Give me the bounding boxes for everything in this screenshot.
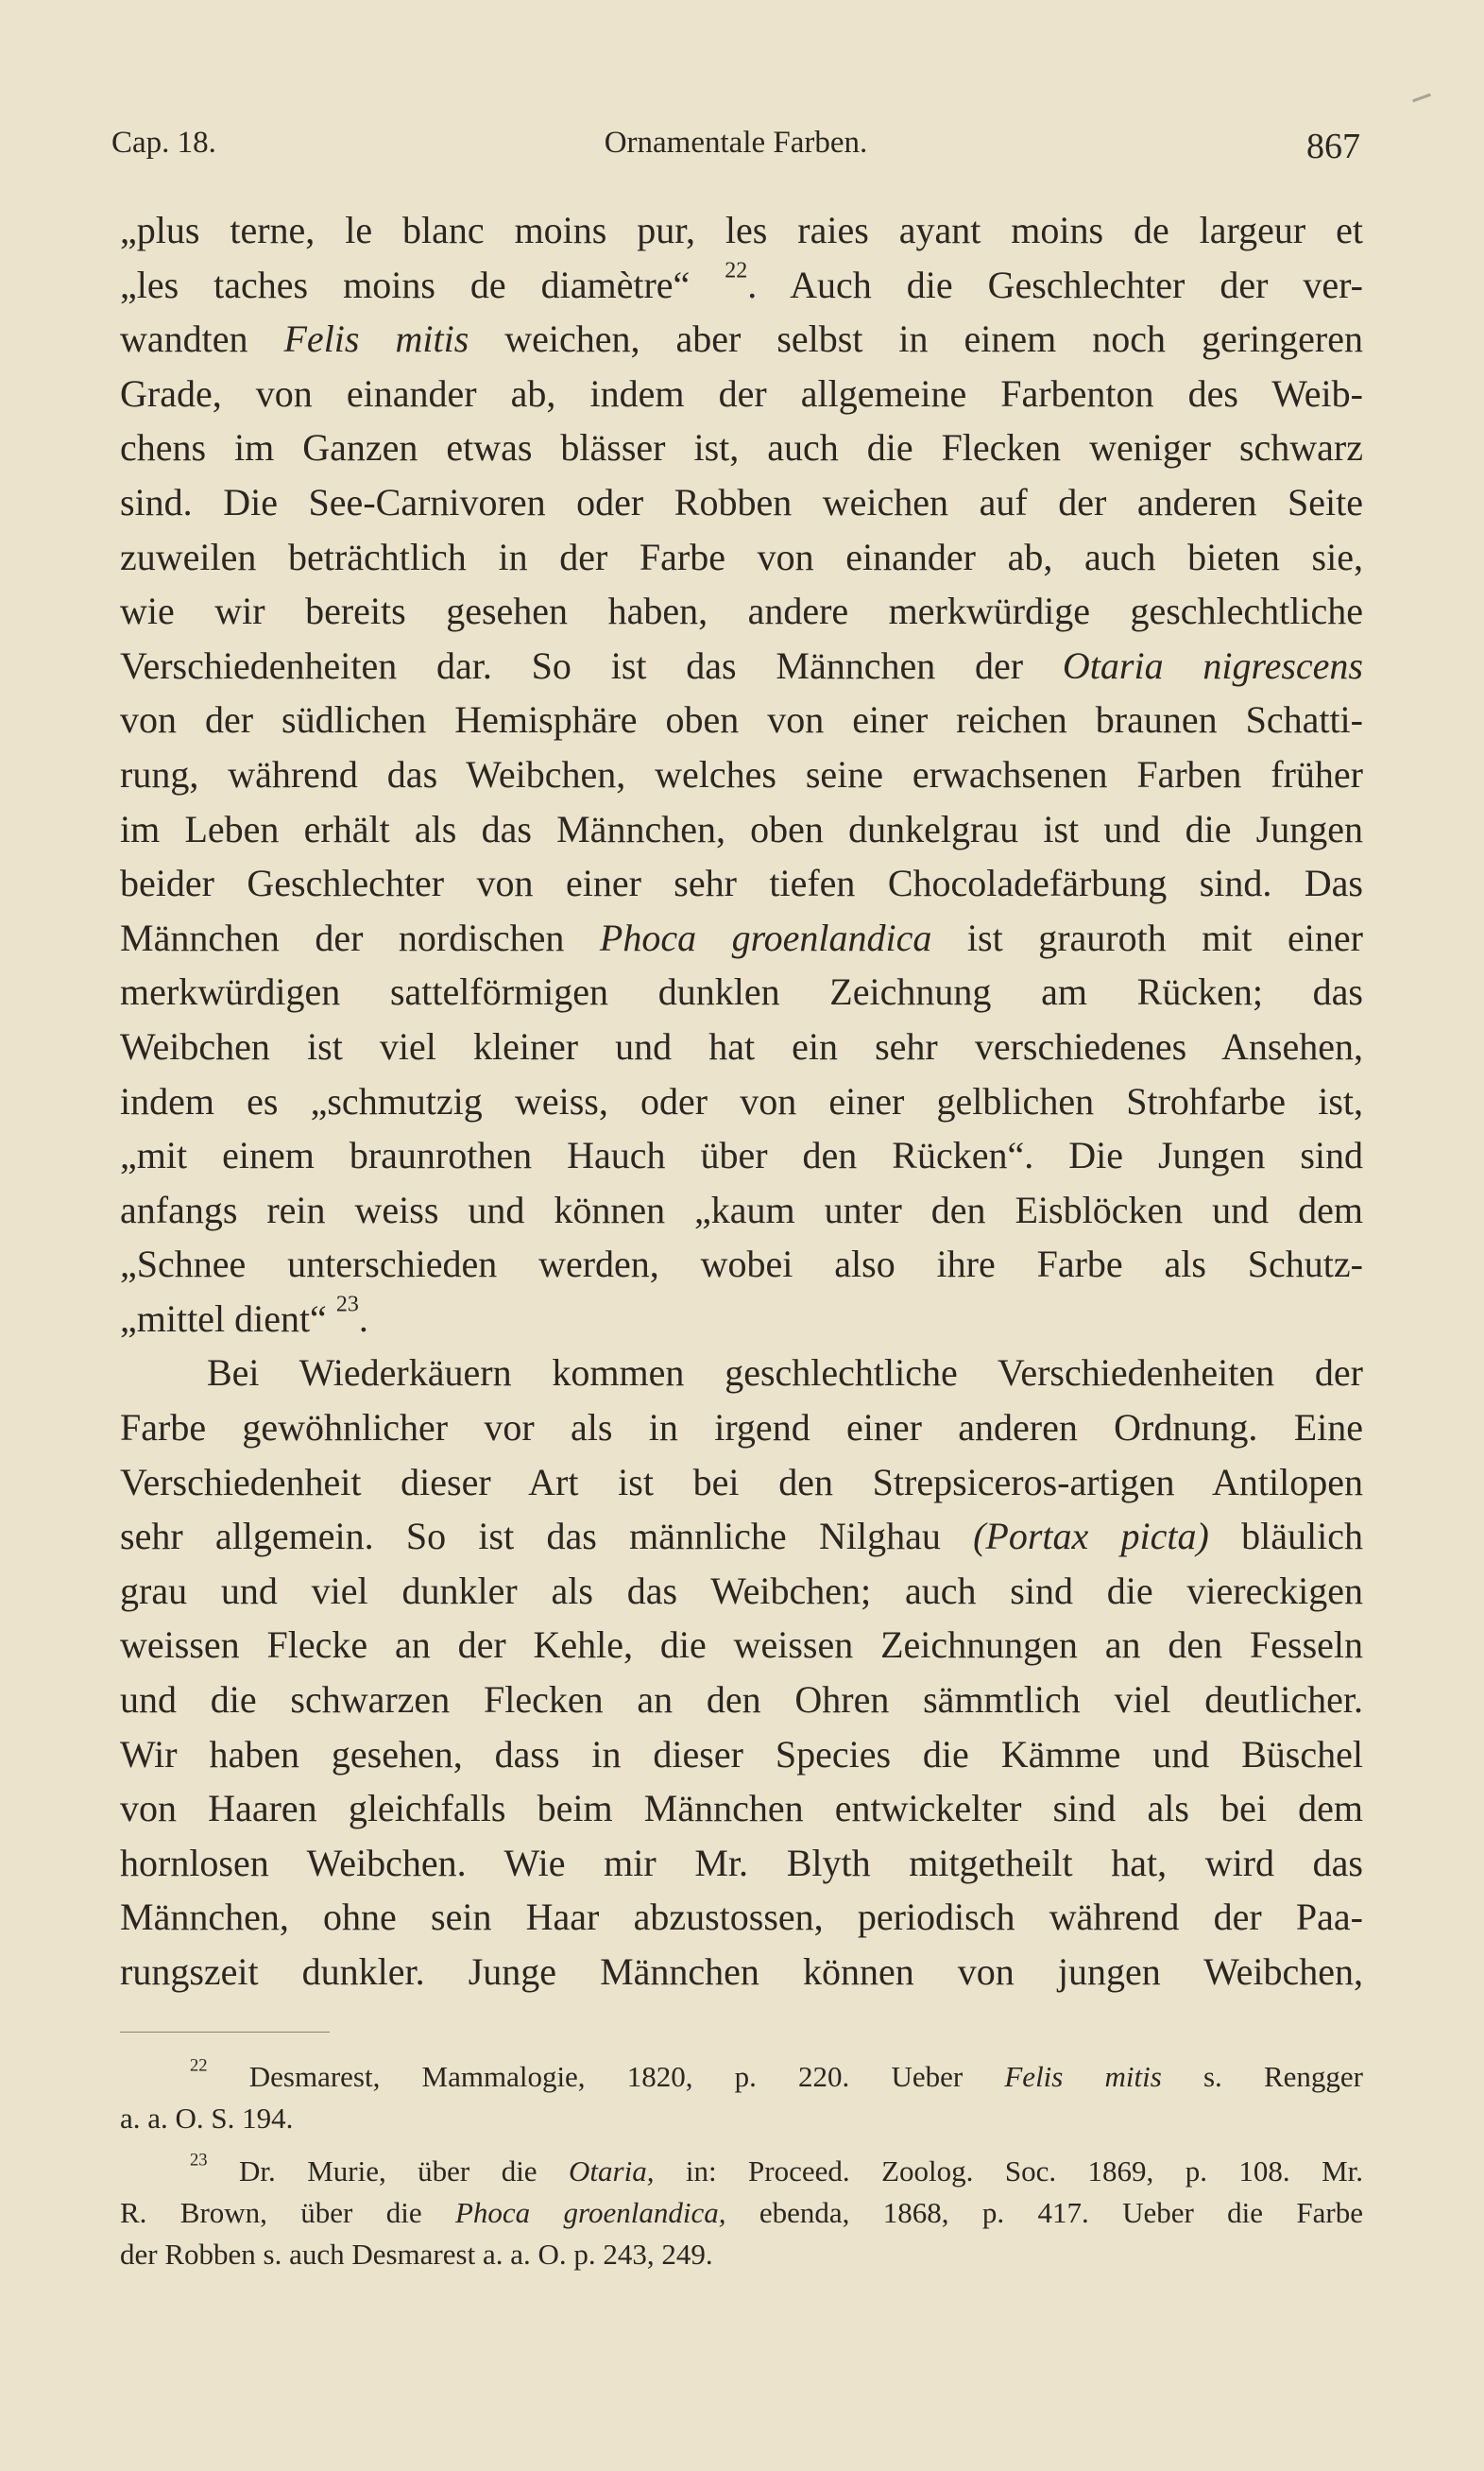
- text-line: [120, 1183, 1363, 1238]
- text-run: wandten: [120, 317, 284, 361]
- text-run: weissen Flecke an der Kehle, die weissen Zeichnungen an den Fesseln: [120, 1623, 1363, 1667]
- text-run: weichen, aber selbst in einem noch geringeren: [469, 317, 1363, 361]
- text-run: rungszeit dunkler. Junge Männchen können von jungen Weibchen,: [120, 1950, 1363, 1993]
- footnote-ref: 22: [190, 2055, 208, 2076]
- text-run: Farbe gewöhnlicher vor als in irgend einer anderen Ordnung. Eine: [120, 1406, 1363, 1450]
- text-run: in: Proceed. Zoolog. Soc. 1869, p. 108. Mr.: [654, 2154, 1364, 2188]
- text-run: .: [358, 1296, 368, 1340]
- text-line: [120, 1673, 1363, 1727]
- footnote-line: [120, 2098, 1363, 2139]
- text-line: [120, 1346, 1363, 1400]
- running-title: Ornamentale Farben.: [604, 126, 868, 160]
- footnote-rule: [120, 2032, 330, 2033]
- text-line: [120, 1074, 1363, 1129]
- page-number: 867: [1306, 127, 1360, 166]
- text-line: [120, 1455, 1363, 1510]
- text-line: [120, 584, 1363, 639]
- text-run: a. a. O. S. 194.: [120, 2102, 294, 2135]
- footnote-line: [120, 2056, 1363, 2098]
- text-line: [120, 1237, 1363, 1292]
- footnote-ref: 23: [190, 2150, 208, 2171]
- text-run: ist grauroth mit einer: [931, 916, 1363, 959]
- pencil-mark: [1412, 94, 1431, 103]
- text-run: zuweilen beträchtlich in der Farbe von einander ab, auch bieten sie,: [120, 535, 1363, 578]
- text-run: s. Rengger: [1161, 2060, 1363, 2093]
- text-line: [120, 312, 1363, 367]
- text-line: [120, 420, 1363, 475]
- text-line: [120, 1945, 1363, 1999]
- text-run: „mit einem braunrothen Hauch über den Rücken“. Die Jungen sind: [120, 1134, 1363, 1177]
- text-run: Männchen der nordischen: [120, 916, 600, 959]
- text-run: Männchen, ohne sein Haar abzustossen, periodisch während der Paa-: [120, 1896, 1363, 1939]
- text-line: [120, 802, 1363, 857]
- footnote-ref: 22: [725, 258, 748, 283]
- italic-term: Felis mitis: [1004, 2060, 1162, 2093]
- text-line: [120, 475, 1363, 530]
- text-run: Desmarest, Mammalogie, 1820, p. 220. Ueber: [207, 2060, 1005, 2093]
- running-header: [111, 126, 1360, 173]
- text-run: anfangs rein weiss und können „kaum unter den Eisblöcken und dem: [120, 1188, 1363, 1231]
- italic-term: Otaria,: [569, 2154, 655, 2188]
- italic-term: (Portax picta): [973, 1515, 1209, 1558]
- text-line: [120, 1020, 1363, 1074]
- text-line: [120, 1400, 1363, 1455]
- text-run: „mittel dient“: [120, 1296, 336, 1340]
- text-line: [120, 911, 1363, 966]
- text-line: [120, 258, 1363, 313]
- chapter-label: Cap. 18.: [111, 126, 216, 160]
- italic-term: Felis mitis: [283, 317, 469, 361]
- text-run: Verschiedenheit dieser Art ist bei den Strepsiceros-artigen Antilopen: [120, 1460, 1363, 1503]
- footnote-ref: 23: [335, 1292, 359, 1317]
- text-line: [120, 1292, 1363, 1347]
- text-run: Dr. Murie, über die: [207, 2154, 570, 2188]
- text-line: [120, 693, 1363, 747]
- text-run: . Auch die Geschlechter der ver-: [747, 263, 1363, 306]
- italic-term: Phoca groenlandica,: [454, 2196, 726, 2229]
- text-line: [120, 1564, 1363, 1619]
- footnote-line: [120, 2151, 1363, 2192]
- text-run: merkwürdigen sattelförmigen dunklen Zeichnung am Rücken; das: [120, 970, 1363, 1014]
- text-line: [120, 1128, 1363, 1183]
- text-run: Grade, von einander ab, indem der allgemeine Farbenton des Weib-: [120, 371, 1363, 415]
- text-run: von der südlichen Hemisphäre oben von einer reichen braunen Schatti-: [120, 698, 1363, 742]
- text-run: rung, während das Weibchen, welches seine erwachsenen Farben früher: [120, 752, 1363, 796]
- text-run: und die schwarzen Flecken an den Ohren sämmtlich viel deutlicher.: [120, 1678, 1363, 1722]
- text-run: indem es „schmutzig weiss, oder von einer gelblichen Strohfarbe ist,: [120, 1079, 1363, 1123]
- text-run: ebenda, 1868, p. 417. Ueber die Farbe: [725, 2196, 1363, 2229]
- italic-term: Phoca groenlandica: [599, 916, 932, 959]
- text-line: [120, 1509, 1363, 1564]
- text-run: sehr allgemein. So ist das männliche Nilghau: [120, 1515, 974, 1558]
- text-run: von Haaren gleichfalls beim Männchen entwickelter sind als bei dem: [120, 1787, 1363, 1830]
- text-run: sind. Die See-Carnivoren oder Robben weichen auf der anderen Seite: [120, 480, 1363, 523]
- text-line: [120, 965, 1363, 1020]
- text-run: Wir haben gesehen, dass in dieser Species die Kämme und Büschel: [120, 1732, 1363, 1776]
- text-run: R. Brown, über die: [120, 2196, 455, 2229]
- text-run: beider Geschlechter von einer sehr tiefen Chocoladefärbung sind. Das: [120, 862, 1363, 905]
- text-run: chens im Ganzen etwas blässer ist, auch die Flecken weniger schwarz: [120, 426, 1363, 470]
- text-run: der Robben s. auch Desmarest a. a. O. p. 243, 249.: [120, 2238, 713, 2271]
- text-run: Bei Wiederkäuern kommen geschlechtliche Verschiedenheiten der: [207, 1351, 1363, 1395]
- text-run: Weibchen ist viel kleiner und hat ein sehr verschiedenes Ansehen,: [120, 1024, 1363, 1068]
- text-run: bläulich: [1208, 1515, 1363, 1558]
- text-line: [120, 1618, 1363, 1673]
- text-line: [120, 1727, 1363, 1782]
- text-line: [120, 1890, 1363, 1945]
- text-run: „Schnee unterschieden werden, wobei also ihre Farbe als Schutz-: [120, 1243, 1363, 1286]
- text-run: grau und viel dunkler als das Weibchen; auch sind die viereckigen: [120, 1569, 1363, 1612]
- text-line: [120, 639, 1363, 694]
- text-line: [120, 747, 1363, 802]
- main-text: [120, 203, 1363, 1999]
- italic-term: Otaria nigrescens: [1062, 643, 1363, 687]
- text-line: [120, 203, 1363, 258]
- footnotes: [120, 2056, 1363, 2275]
- text-line: [120, 367, 1363, 421]
- footnote-line: [120, 2192, 1363, 2234]
- text-run: im Leben erhält als das Männchen, oben dunkelgrau ist und die Jungen: [120, 807, 1363, 850]
- text-line: [120, 530, 1363, 585]
- text-run: hornlosen Weibchen. Wie mir Mr. Blyth mitgetheilt hat, wird das: [120, 1841, 1363, 1884]
- text-line: [120, 856, 1363, 911]
- text-line: [120, 1781, 1363, 1836]
- footnote-line: [120, 2234, 1363, 2275]
- text-line: [120, 1836, 1363, 1891]
- text-run: „plus terne, le blanc moins pur, les raies ayant moins de largeur et: [120, 209, 1363, 251]
- text-run: wie wir bereits gesehen haben, andere merkwürdige geschlechtliche: [120, 590, 1363, 633]
- text-run: Verschiedenheiten dar. So ist das Männchen der: [120, 643, 1063, 687]
- text-run: „les taches moins de diamètre“: [120, 263, 725, 306]
